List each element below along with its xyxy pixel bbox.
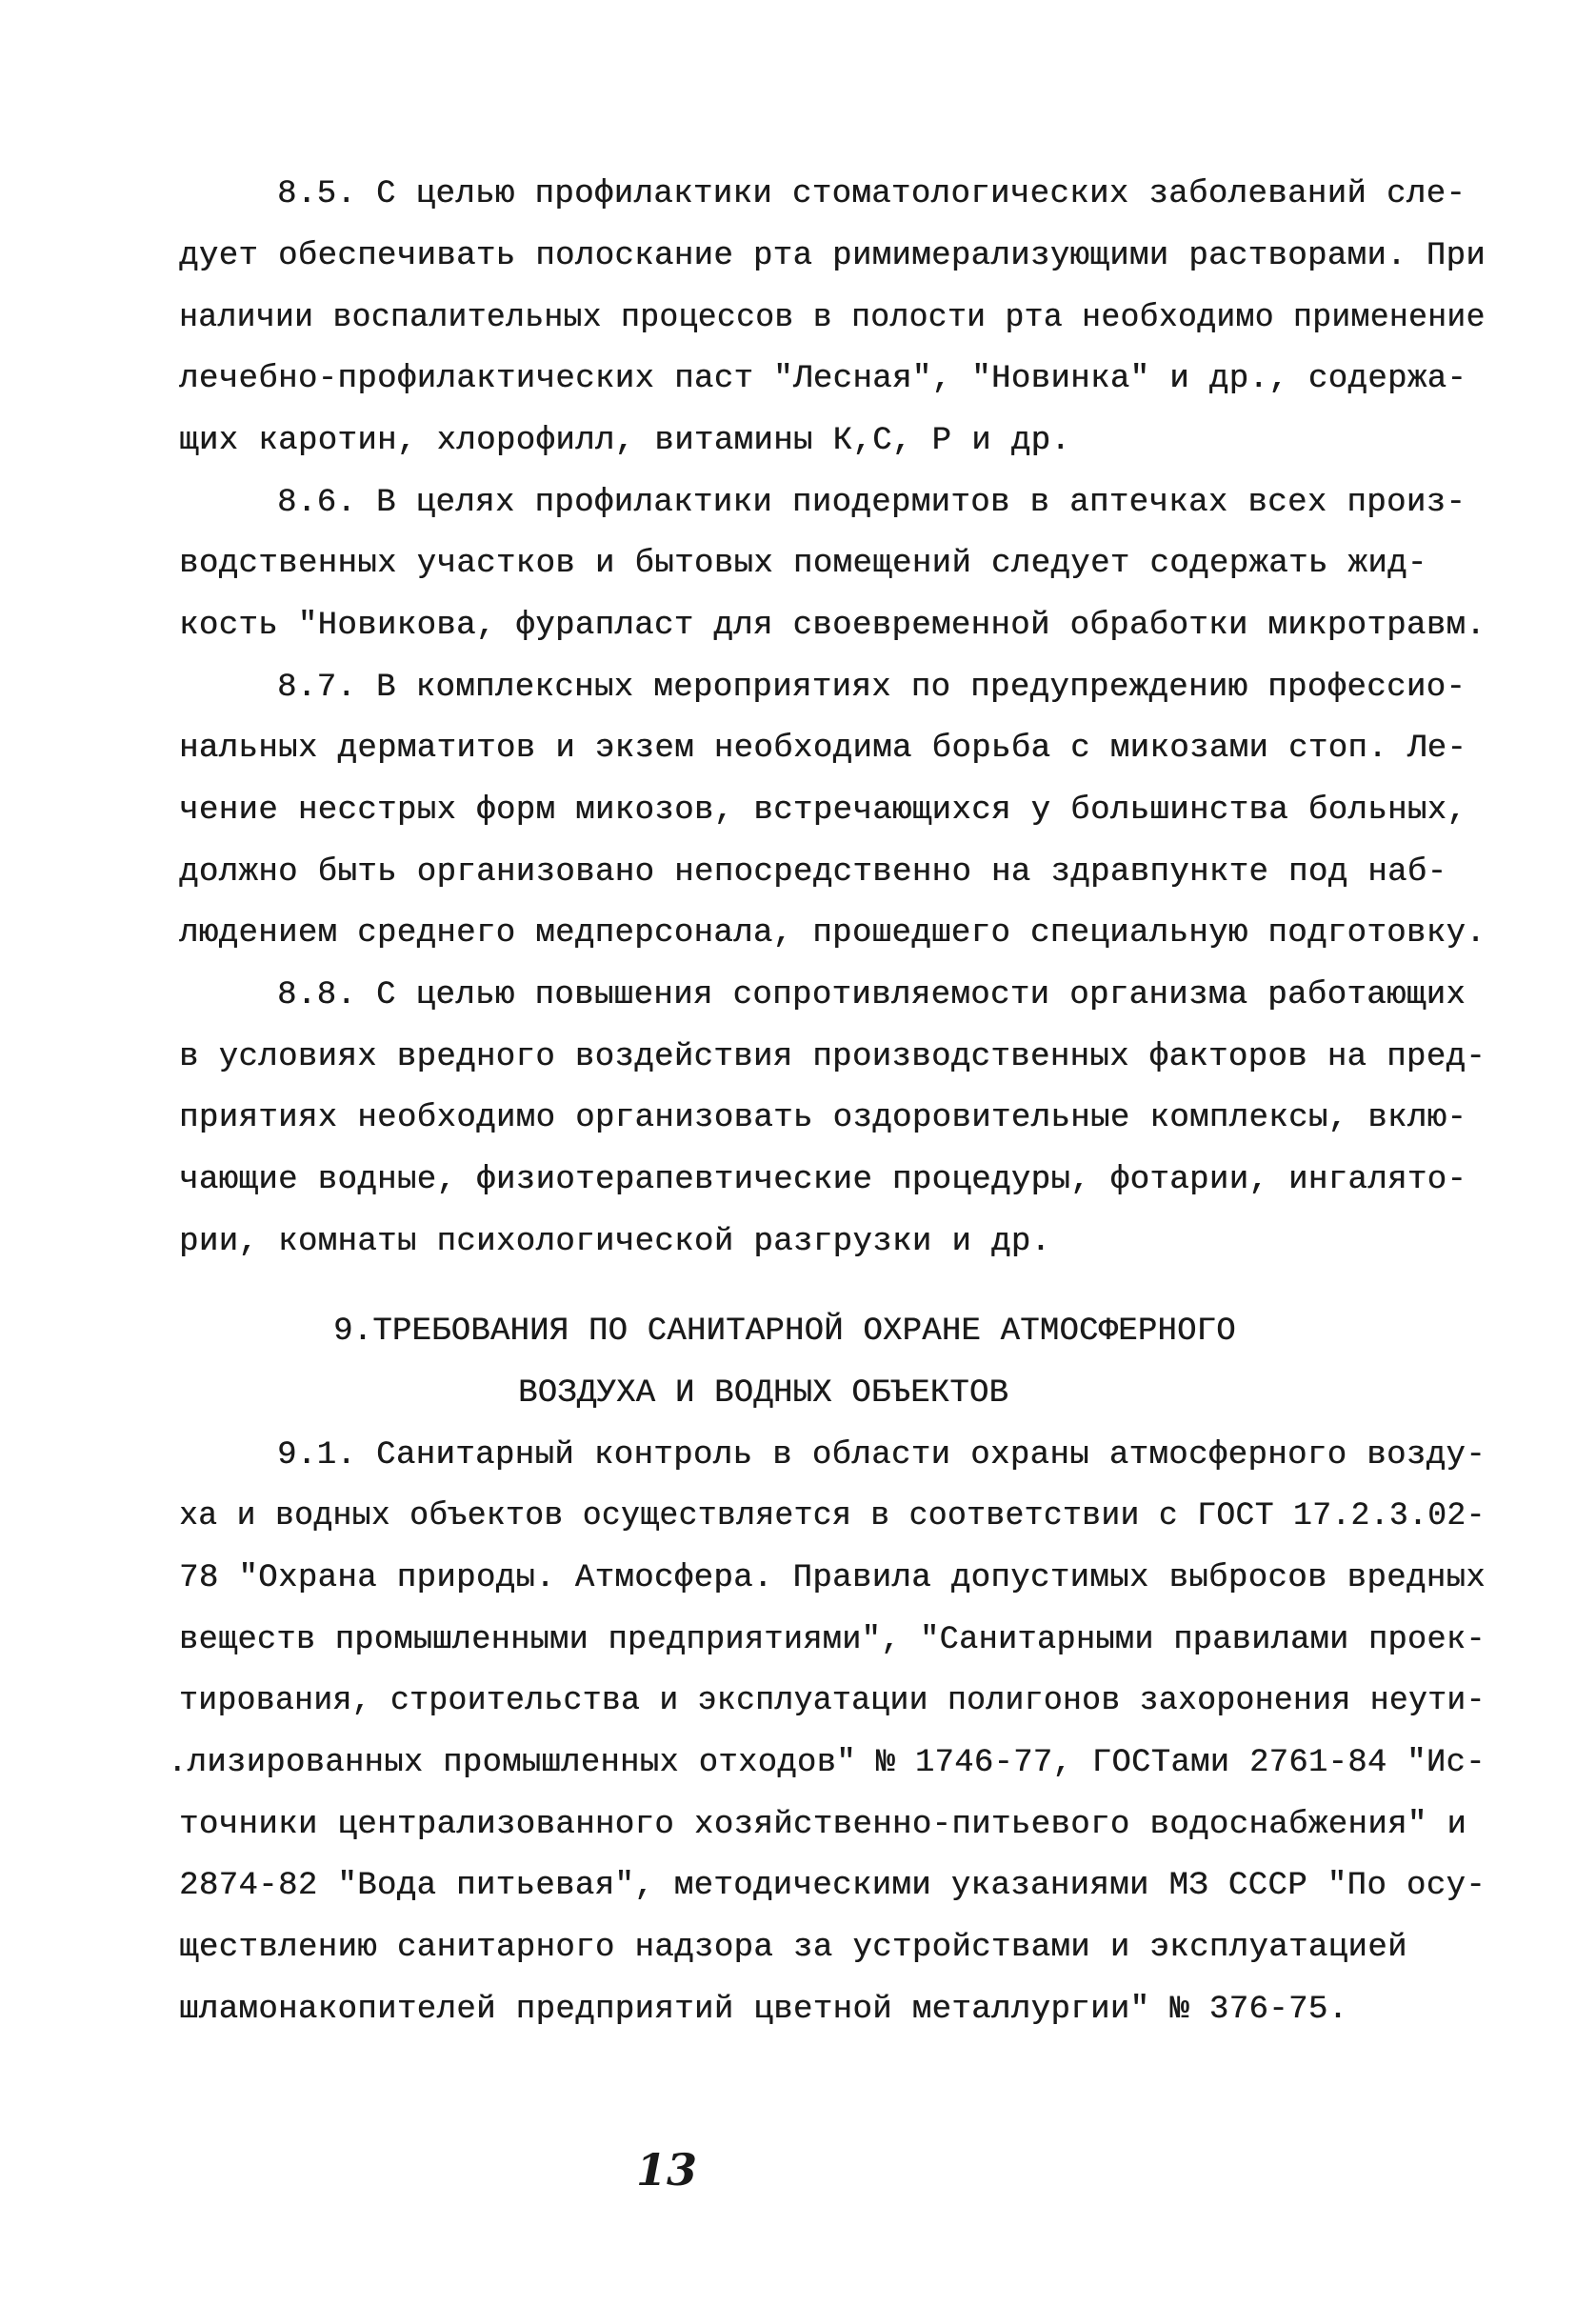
text-line: дует обеспечивать полоскание рта римимерализующими растворами. При [179,238,1486,274]
text-line: водственных участков и бытовых помещений следует содержать жид- [179,546,1427,582]
text-line: кость "Новикова, фурапласт для своевременной обработки микротравм. [179,608,1486,644]
section-heading-line-2: ВОЗДУХА И ВОДНЫХ ОБЪЕКТОВ [518,1375,1009,1412]
text-line: 8.7. В комплексных мероприятиях по предупреждению профессио- [277,670,1466,706]
text-line: в условиях вредного воздействия производственных факторов на пред- [179,1039,1486,1075]
text-line: нальных дерматитов и экзем необходима борьба с микозами стоп. Ле- [179,731,1467,767]
text-line: рии, комнаты психологической разгрузки и др. [179,1224,1051,1260]
page-number: 13 [636,2144,698,2196]
text-line: наличии воспалительных процессов в полости рта необходимо применение [179,300,1486,336]
text-line: 8.5. С целью профилактики стоматологических заболеваний сле- [277,176,1466,212]
text-line: должно быть организовано непосредственно на здравпункте под наб- [179,854,1447,891]
text-line: 8.8. С целью повышения сопротивляемости организма работающих [277,977,1466,1013]
text-line: 78 "Охрана природы. Атмосфера. Правила допустимых выбросов вредных [179,1560,1486,1596]
text-line: людением среднего медперсонала, прошедшего специальную подготовку. [179,915,1486,952]
text-line: лечебно-профилактических паст "Лесная", "Новинка" и др., содержа- [179,361,1467,397]
text-line: щих каротин, хлорофилл, витамины К,С, Р и др. [179,423,1071,459]
text-line: ха и водных объектов осуществляется в соответствии с ГОСТ 17.2.3.02- [179,1498,1486,1534]
text-line: веществ промышленными предприятиями", "Санитарными правилами проек- [179,1622,1486,1658]
text-line: 8.6. В целях профилактики пиодермитов в аптечках всех произ- [277,485,1466,521]
text-line: тирования, строительства и эксплуатации полигонов захоронения неути- [179,1683,1486,1719]
text-line: ществлению санитарного надзора за устройствами и эксплуатацией [179,1930,1407,1966]
text-line: .лизированных промышленных отходов" № 1746-77, ГОСТами 2761-84 "Ис- [168,1745,1486,1781]
text-line: чение несстрых форм микозов, встречающихся у большинства больных, [179,792,1467,829]
text-line: приятиях необходимо организовать оздоровительные комплексы, вклю- [179,1100,1467,1136]
text-line: точники централизованного хозяйственно-питьевого водоснабжения" и [179,1807,1467,1843]
text-line: 2874-82 "Вода питьевая", методическими указаниями МЗ СССР "По осу- [179,1868,1486,1904]
text-line: шламонакопителей предприятий цветной металлургии" № 376-75. [179,1992,1348,2028]
section-heading-line-1: 9.ТРЕБОВАНИЯ ПО САНИТАРНОЙ ОХРАНЕ АТМОСФЕРНОГО [333,1313,1236,1350]
text-line: 9.1. Санитарный контроль в области охраны атмосферного возду- [277,1437,1486,1474]
text-line: чающие водные, физиотерапевтические процедуры, фотарии, ингалято- [179,1162,1467,1198]
